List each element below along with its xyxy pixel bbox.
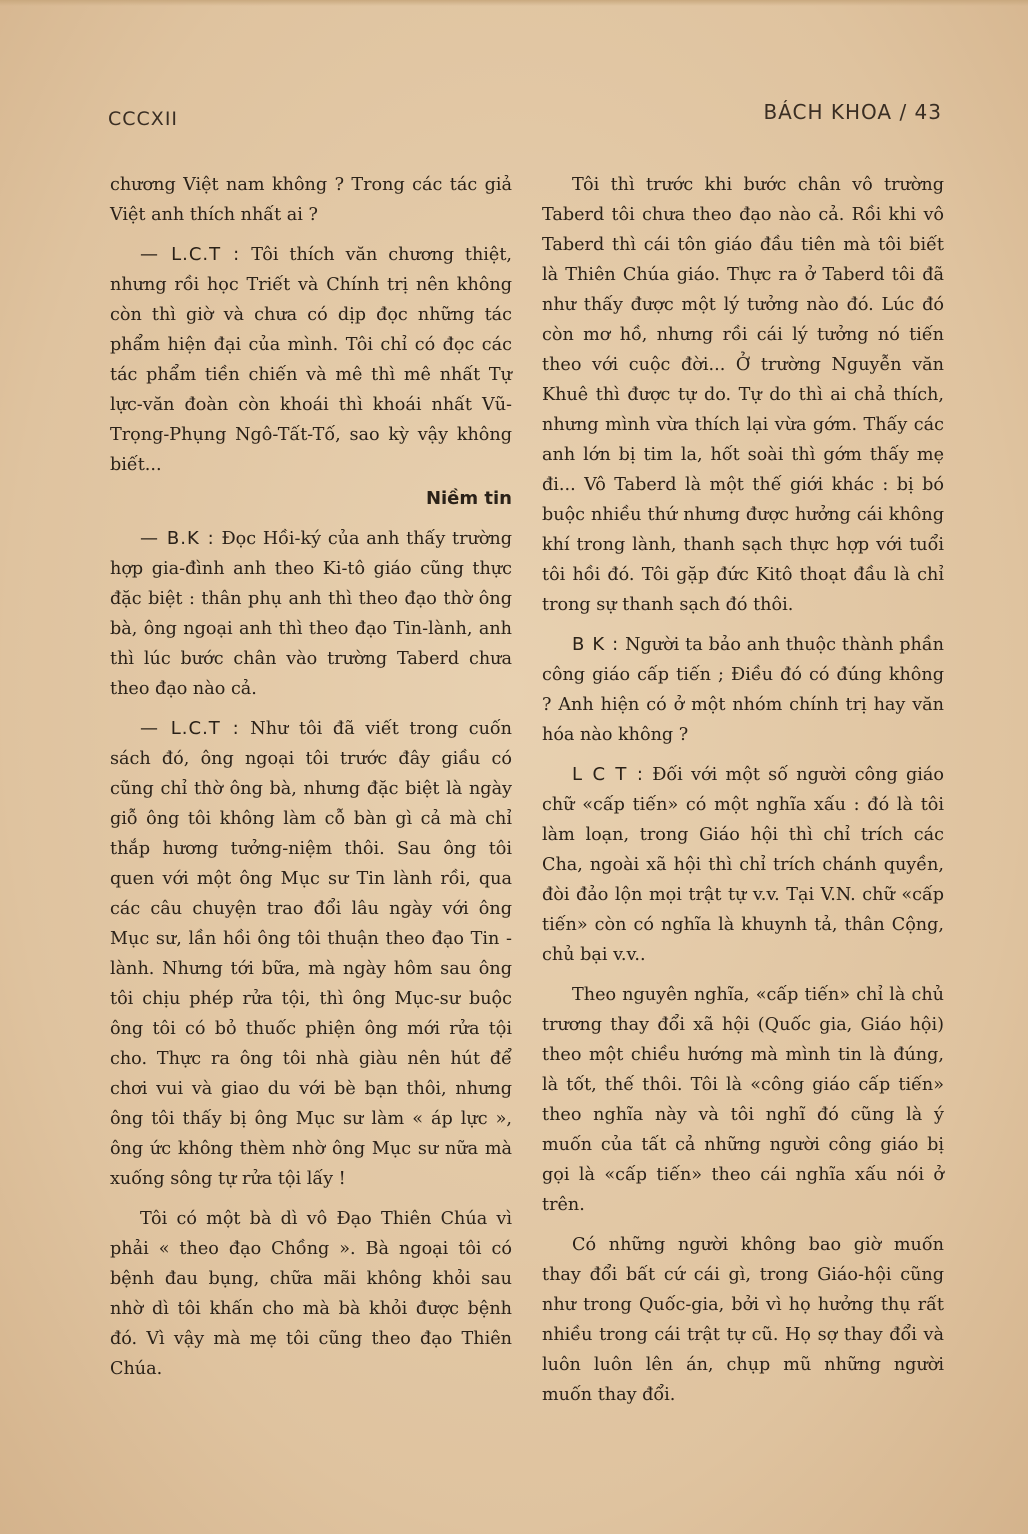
paragraph [542, 630, 944, 750]
paragraph [542, 760, 944, 970]
speaker-label: B K : [572, 634, 620, 655]
section-heading: Niềm tin [425, 488, 512, 509]
paragraph [110, 714, 512, 1194]
paragraph [110, 240, 512, 480]
paragraph: Theo nguyên nghĩa, «cấp tiến» chỉ là chủ trương thay đổi xã hội (Quốc gia, Giáo hội) theo một chiều hướng mà mình tin là đúng, là tốt, thế thôi. Tôi là «công giáo cấp tiến» theo nghĩa này và tôi nghĩ đó cũng là ý muốn của tất cả những người công giáo bị gọi là «cấp tiến» theo cái nghĩa xấu nói ở trên. [542, 985, 944, 1215]
paragraph: Tôi thì trước khi bước chân vô trường Taberd tôi chưa theo đạo nào cả. Rồi khi vô Taberd thì cái tôn giáo đầu tiên mà tôi biết là Thiên Chúa giáo. Thực ra ở Taberd tôi đã như thấy được một lý tưởng nào đó. Lúc đó còn mơ hồ, nhưng rồi cái lý tưởng nó tiến theo với cuộc đời... Ở trường Nguyễn văn Khuê thì được tự do. Tự do thì ai chả thích, nhưng mình vừa thích lại vừa gớm. Thấy các anh lớn bị tim la, hốt soài thì gớm thấy mẹ đi... Vô Taberd là một thế giới khác : bị bó buộc nhiều thứ nhưng được hưởng cái không khí trong lành, thanh sạch thực hợp với tuổi tôi hồi đó. Tôi gặp đức Kitô thoạt đầu là chỉ trong sự thanh sạch đó thôi. [542, 175, 944, 615]
paragraph: Tôi có một bà dì vô Đạo Thiên Chúa vì phải « theo đạo Chồng ». Bà ngoại tôi có bệnh đau bụng, chữa mãi không khỏi sau nhờ dì tôi khấn cho mà bà khỏi được bệnh đó. Vì vậy mà mẹ tôi cũng theo đạo Thiên Chúa. [110, 1209, 512, 1379]
paragraph-text: Như tôi đã viết trong cuốn sách đó, ông ngoại tôi trước đây giầu có cũng chỉ thờ ông bà, nhưng đặc biệt là ngày giỗ ông tôi không làm cỗ bàn gì cả mà chỉ thắp hương tưởng-niệm thôi. Sau ông tôi quen với một ông Mục sư Tin lành rồi, qua các câu chuyện trao đổi lâu ngày với ông Mục sư, lần hồi ông tôi thuận theo đạo Tin - lành. Nhưng tới bữa, mà ngày hôm sau ông tôi chịu phép rửa tội, thì ông Mục-sư buộc ông tôi có bỏ thuốc phiện ông mới rửa tội cho. Thực ra ông tôi nhà giàu nên hút để chơi vui và giao du với bè bạn thôi, nhưng ông tôi thấy bị ông Mục sư làm « áp lực », ông ức không thèm nhờ ông Mục sư nữa mà xuống sông tự rửa tội lấy ! [110, 719, 513, 1189]
paragraph-text: Tôi thích văn chương thiệt, nhưng rồi học Triết và Chính trị nên không còn thì giờ và chưa có dịp đọc những tác phẩm hiện đại của mình. Tôi chỉ có đọc các tác phẩm tiền chiến và mê thì mê nhất Tự lực-văn đoàn còn khoái thì khoái nhất Vũ-Trọng-Phụng Ngô-Tất-Tố, sao kỳ vậy không biết... [110, 245, 513, 475]
running-header: BÁCH KHOA / 43 [763, 100, 942, 124]
paragraph-text: Người ta bảo anh thuộc thành phần công giáo cấp tiến ; Điều đó có đúng không ? Anh hiện có ở một nhóm chính trị hay văn hóa nào không ? [542, 635, 944, 745]
speaker-label: — L.C.T : [140, 244, 241, 265]
left-column [110, 170, 512, 1384]
speaker-label: L C T : [572, 764, 644, 785]
paragraph-text: Đọc Hồi-ký của anh thấy trường hợp gia-đình anh theo Ki-tô giáo cũng thực đặc biệt : thân phụ anh thì theo đạo thờ ông bà, ông ngoại anh thì theo đạo Tin-lành, anh thì lúc bước chân vào trường Taberd chưa theo đạo nào cả. [110, 529, 513, 699]
issue-number: CCCXII [108, 108, 179, 130]
speaker-label: — B.K : [140, 528, 215, 549]
paragraph [110, 524, 512, 704]
speaker-label: — L.C.T : [140, 718, 240, 739]
paragraph-text: Đối với một số người công giáo chữ «cấp tiến» có một nghĩa xấu : đó là tôi làm loạn, trong Giáo hội thì chỉ trích các Cha, ngoài xã hội thì chỉ trích chánh quyền, đòi đảo lộn mọi trật tự v.v. Tại V.N. chữ «cấp tiến» còn có nghĩa là khuynh tả, thân Cộng, chủ bại v.v.. [542, 765, 944, 965]
paragraph: chương Việt nam không ? Trong các tác giả Việt anh thích nhất ai ? [110, 175, 512, 225]
right-column [542, 170, 944, 1410]
page-edge-shadow [0, 0, 1028, 6]
paragraph: Có những người không bao giờ muốn thay đổi bất cứ cái gì, trong Giáo-hội cũng như trong Quốc-gia, bởi vì họ hưởng thụ rất nhiều trong cái trật tự cũ. Họ sợ thay đổi và luôn luôn lên án, chụp mũ những người muốn thay đổi. [542, 1235, 944, 1405]
